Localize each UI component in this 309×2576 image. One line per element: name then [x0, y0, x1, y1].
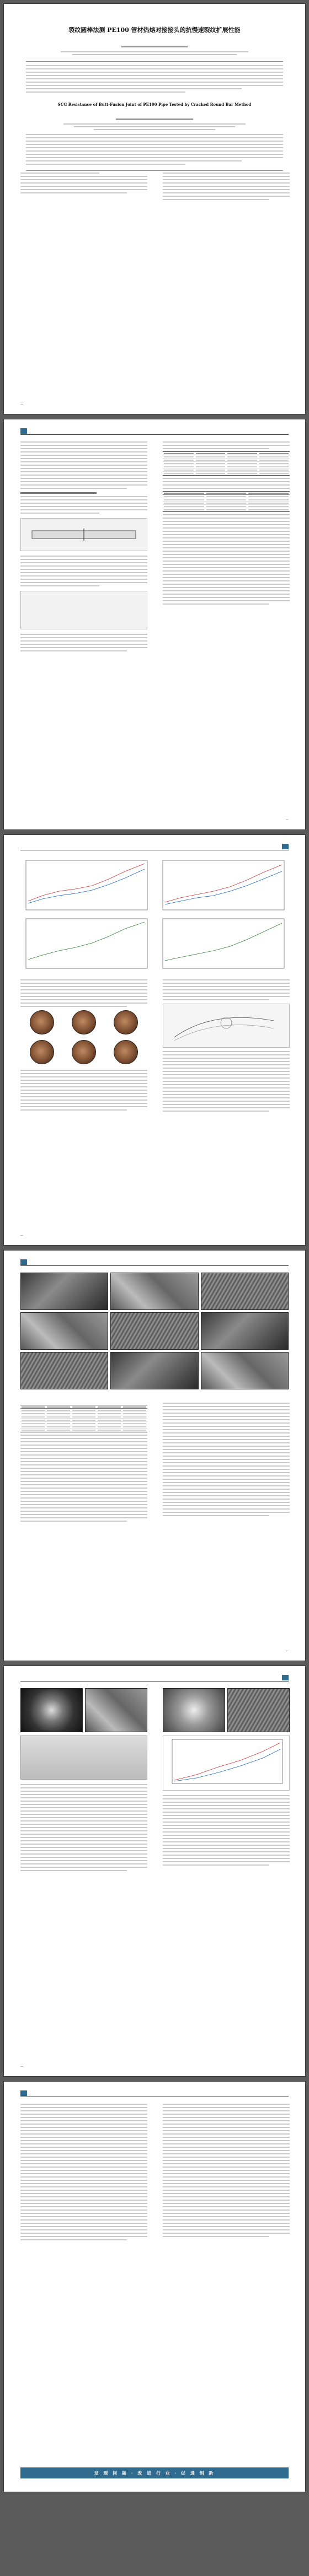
- sem-micrograph: [201, 1273, 289, 1310]
- page-2: [3, 419, 306, 830]
- fracture-photo: [108, 1009, 144, 1036]
- page-5: [3, 1666, 306, 2077]
- section-tab: [20, 2090, 27, 2096]
- text-column-right: [163, 979, 290, 1114]
- footer-slogan-banner: [20, 2467, 289, 2478]
- sem-pair: [20, 1688, 147, 1732]
- fracture-photo: [24, 1009, 60, 1036]
- sem-micrograph: [20, 1312, 108, 1350]
- abstract-en: [26, 134, 283, 171]
- page-number: —: [20, 1234, 23, 1237]
- page-number: —: [20, 2065, 23, 2068]
- fracture-photo: [66, 1009, 102, 1036]
- running-head: [20, 1258, 289, 1266]
- sem-figure: [20, 1273, 289, 1389]
- sem-micrograph: [20, 1352, 108, 1389]
- figure-plot: [163, 1736, 290, 1791]
- page-1: [3, 3, 306, 414]
- fracture-photo: [108, 1039, 144, 1065]
- author-line-cn: [4, 46, 305, 47]
- sem-micrograph: [201, 1312, 289, 1350]
- page-3: [3, 834, 306, 1246]
- section-tab: [20, 428, 27, 434]
- data-table-2: [163, 491, 290, 512]
- page-6: [3, 2081, 306, 2492]
- data-table-1: [163, 451, 290, 476]
- sem-micrograph: [201, 1352, 289, 1389]
- references: [163, 2104, 290, 2239]
- sem-micrograph: [110, 1352, 198, 1389]
- fracture-photo: [66, 1039, 102, 1065]
- text-column-left: [20, 1688, 147, 1873]
- page-number: —: [286, 818, 289, 822]
- affiliation-cn: [37, 51, 272, 57]
- sem-micrograph: [85, 1688, 147, 1732]
- fracture-photo-grid: [20, 1009, 147, 1065]
- author-line-en: [4, 118, 305, 120]
- page-number: —: [286, 1650, 289, 1653]
- figure-specimen: [20, 518, 147, 551]
- text-column-left: [20, 979, 147, 1113]
- figure-apparatus: [20, 591, 147, 629]
- page-4: [3, 1250, 306, 1661]
- running-head: [20, 427, 289, 435]
- running-head: [20, 843, 289, 850]
- text-column-left: [20, 2104, 147, 2243]
- sem-micrograph: [20, 1688, 83, 1732]
- page-number: —: [20, 403, 23, 406]
- section-tab: [20, 1259, 27, 1265]
- sem-micrograph: [227, 1688, 290, 1732]
- sem-micrograph: [163, 1688, 225, 1732]
- chart-grid: [20, 857, 289, 973]
- figure-schematic: [163, 1004, 290, 1048]
- section-tab: [282, 844, 289, 849]
- fracture-surface-photo: [20, 1736, 147, 1780]
- sem-micrograph: [110, 1273, 198, 1310]
- text-column-left: [20, 1403, 147, 1524]
- paper-title-en: SCG Resistance of Butt-Fusion Joint of PE100 Pipe Tested by Cracked Round Bar Method: [57, 102, 252, 107]
- sem-micrograph: [20, 1273, 108, 1310]
- data-table-3: [20, 1405, 147, 1432]
- text-column-right: [163, 1688, 290, 1868]
- sem-micrograph: [110, 1312, 198, 1350]
- section-tab: [282, 1675, 289, 1680]
- abstract-cn: [26, 61, 283, 95]
- text-column-left: [20, 441, 147, 654]
- running-head: [20, 2089, 289, 2097]
- text-column-right: [163, 441, 290, 607]
- footer-slogan: 发 现 问 题 · 改 进 行 业 · 促 进 创 新: [94, 2470, 215, 2476]
- fracture-photo: [24, 1039, 60, 1065]
- figure-charts: [20, 857, 289, 973]
- paper-title-cn: 裂纹圆棒法测 PE100 管材热熔对接接头的抗慢速裂纹扩展性能: [68, 26, 241, 34]
- running-head: [20, 1674, 289, 1682]
- text-column-right: [163, 1403, 290, 1518]
- sem-pair: [163, 1688, 290, 1732]
- affiliation-en: [54, 123, 255, 132]
